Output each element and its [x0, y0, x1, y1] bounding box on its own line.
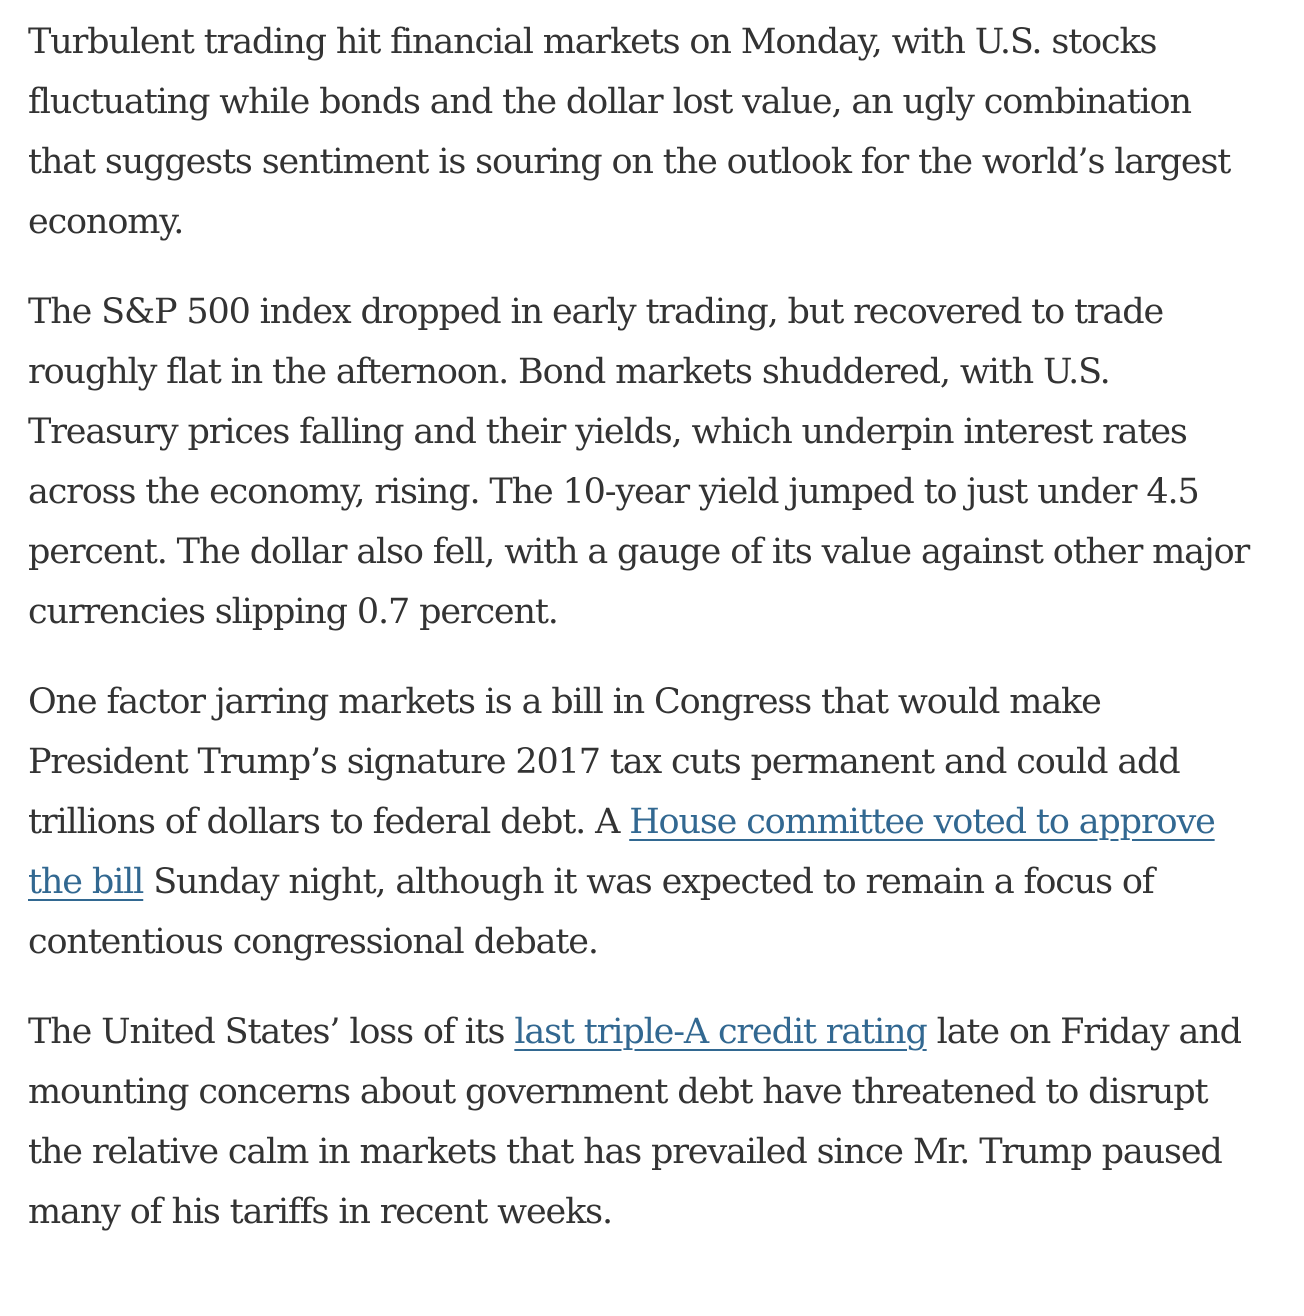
paragraph-text: Turbulent trading hit financial markets on Monday, with U.S. stocks fluctuating while bonds and the dollar lost value, an ugly combination that suggests sentiment is souring on the outlook for the world’s largest economy.	[28, 22, 1231, 242]
paragraph-text-before-link: The United States’ loss of its	[28, 1012, 515, 1052]
paragraph-text-before-link: One factor jarring markets is a bill in Congress that would make President Trump’s signature 2017 tax cuts permanent and could add trillions of dollars to federal debt. A	[28, 682, 1180, 842]
house-committee-link[interactable]: House committee voted to approve the bill	[28, 802, 1215, 902]
paragraph-text-after-link: Sunday night, although it was expected to remain a focus of contentious congressional debate.	[28, 862, 1154, 962]
paragraph-sp500-bonds	[28, 282, 1250, 642]
credit-rating-link[interactable]: last triple-A credit rating	[514, 1012, 927, 1052]
paragraph-text: The S&P 500 index dropped in early trading, but recovered to trade roughly flat in the afternoon. Bond markets shuddered, with U.S. Treasury prices falling and their yields, which underpin interest rates across the economy, rising. The 10-year yield jumped to just under 4.5 percent. The dollar also fell, with a gauge of its value against other major currencies slipping 0.7 percent.	[28, 292, 1250, 632]
paragraph-credit-rating	[28, 1002, 1250, 1242]
paragraph-tax-bill	[28, 672, 1250, 972]
paragraph-markets-turbulence	[28, 12, 1250, 252]
paragraph-text-after-link: late on Friday and mounting concerns about government debt have threatened to disrupt the relative calm in markets that has prevailed since Mr. Trump paused many of his tariffs in recent weeks.	[28, 1012, 1241, 1232]
